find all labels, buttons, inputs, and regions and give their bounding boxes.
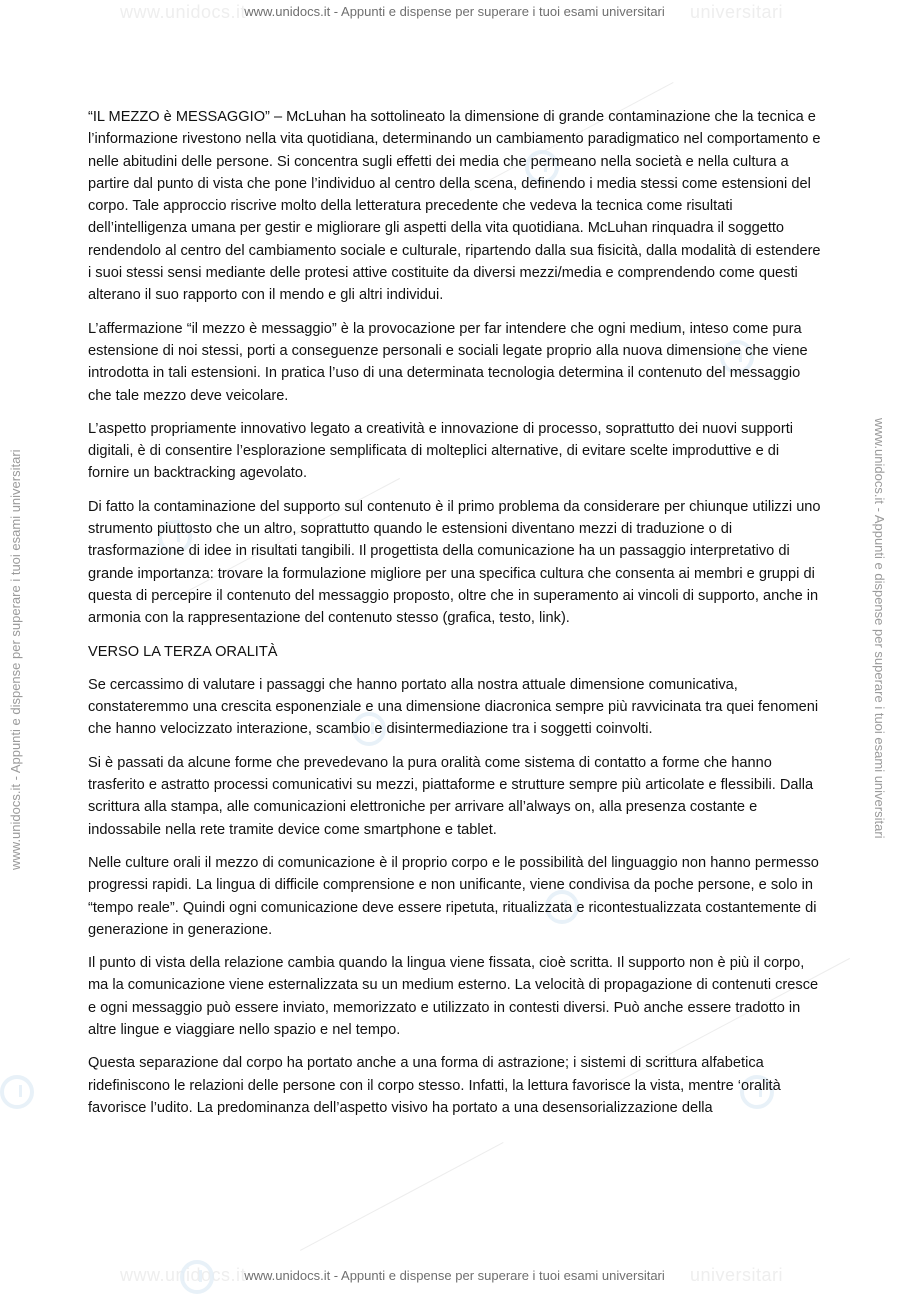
watermark-logo-icon <box>0 1075 34 1109</box>
paragraph-mezzo-messaggio: “IL MEZZO è MESSAGGIO” – McLuhan ha sottolineato la dimensione di grande contaminazione che la tecnica e l’informazione rivestono nella vita quotidiana, determinando un cambiamento paradigmatico nel comportamento e nelle abitudini delle persone. Si concentra sugli effetti dei media che permeano nella società e nella cultura a partire dal punto di vista che pone l’individuo al centro della scena, definendo i media stessi come estensioni del corpo. Tale approccio riscrive molto della letteratura precedente che vedeva la tecnica come risultati dell’intelligenza umana per gestir e migliorare gli aspetti della vita quotidiana. McLuhan rinquadra il soggetto rendendolo al centro del cambiamento sociale e culturale, ripartendo dalla sua fisicità, dalla modalità di estendere i suoi stessi sensi mediante delle protesi attive costituite da diversi mezzi/media e comprendendo come questi alterano il suo rapporto con il mendo e gli altri individui. <box>88 109 821 304</box>
paragraph-forme-oralita: Si è passati da alcune forme che prevedevano la pura oralità come sistema di contatto a forme che hanno trasferito e astratto processi comunicativi su mezzi, piattaforme e strutture sempre più articolate e flessibili. Dalla scrittura alla stampa, alle comunicazioni elettroniche per arrivare all’always on, alla presenza costante e indossabile nella rete tramite device come smartphone e tablet. <box>88 754 814 838</box>
paragraph-culture-orali: Nelle culture orali il mezzo di comunicazione è il proprio corpo e le possibilità del linguaggio non hanno permesso progressi rapidi. La lingua di difficile comprensione e non unificante, viene condivisa da poche persone, e solo in “tempo reale”. Quindi ogni comunicazione deve essere ripetuta, ritualizzata e ricontestualizzata costantemente di generazione in generazione. <box>88 854 819 938</box>
watermark-footer: www.unidocs.it - Appunti e dispense per superare i tuoi esami universitari <box>244 1268 665 1283</box>
paragraph-affermazione: L’affermazione “il mezzo è messaggio” è la provocazione per far intendere che ogni medium, inteso come pura estensione di noi stessi, porti a conseguenze personali e sociali legate proprio alla nuova dimensione che viene introdotta in tali estensioni. In pratica l’uso di una determinata tecnologia determina il contenuto del messaggio che tale mezzo deve veicolare. <box>88 320 808 404</box>
paragraph-lingua-scritta: Il punto di vista della relazione cambia quando la lingua viene fissata, cioè scritta. Il supporto non è più il corpo, ma la comunicazione viene esternalizzata su un medium esterno. La velocità di propagazione di contenuti cresce e ogni messaggio può essere inviato, memorizzato e utilizzato in contesti diversi. Può anche essere tradotto in altre lingue e viaggiare nello spazio e nel tempo. <box>88 955 819 1038</box>
section-heading-terza-oralita: VERSO LA TERZA ORALITÀ <box>88 643 278 660</box>
document-body <box>88 106 824 1130</box>
paragraph-aspetto-innovativo: L’aspetto propriamente innovativo legato a creatività e innovazione di processo, soprattutto dei nuovi supporti digitali, è di consentire l’esplorazione semplificata di molteplici alternative, di evitare scelte improduttive e di fornire un backtracking agevolato. <box>88 420 793 482</box>
paragraph-separazione-corpo: Questa separazione dal corpo ha portato anche a una forma di astrazione; i sistemi di scrittura alfabetica ridefiniscono le relazioni delle persone con il corpo stesso. Infatti, la lettura favorisce la vista, mentre ‘oralità favorisce l’udito. La predominanza dell’aspetto visivo ha portato a una desensorializzazione della <box>88 1055 781 1116</box>
watermark-ghost-bottom-right: universitari <box>690 1265 784 1285</box>
paragraph-passaggi: Se cercassimo di valutare i passaggi che hanno portato alla nostra attuale dimensione comunicativa, constateremmo una crescita esponenziale e una dimensione diacronica sempre più ravvicinata tra quei fenomeni che hanno velocizzato interazione, scambio e disintermediazione tra i soggetti coinvolti. <box>88 676 819 738</box>
watermark-side-right: www.unidocs.it - Appunti e dispense per superare i tuoi esami universitari <box>872 418 887 839</box>
watermark-header: www.unidocs.it - Appunti e dispense per superare i tuoi esami universitari <box>244 4 665 19</box>
watermark-diagonal-line <box>300 1142 504 1251</box>
paragraph-contaminazione: Di fatto la contaminazione del supporto sul contenuto è il primo problema da considerare per chiunque utilizzi uno strumento piuttosto che un altro, soprattutto quando le estensioni diventano mezzi di traduzione o di trasformazione di idee in risultati tangibili. Il progettista della comunicazione ha un passaggio interpretativo di grande importanza: trovare la formulazione migliore per una specifica cultura che consenta ai membri e gruppi di questa di percepire il contenuto del messaggio proposto, oltre che in superamento ai vincoli di supporto, anche in armonia con la rappresentazione del contenuto stesso (grafica, testo, link). <box>88 498 821 627</box>
watermark-side-left: www.unidocs.it - Appunti e dispense per superare i tuoi esami universitari <box>8 449 23 870</box>
watermark-ghost-top-right: universitari <box>690 2 784 22</box>
watermark-ghost-bottom-left: www.unidocs.it <box>120 1265 247 1285</box>
watermark-ghost-top-left: www.unidocs.it <box>120 2 247 22</box>
